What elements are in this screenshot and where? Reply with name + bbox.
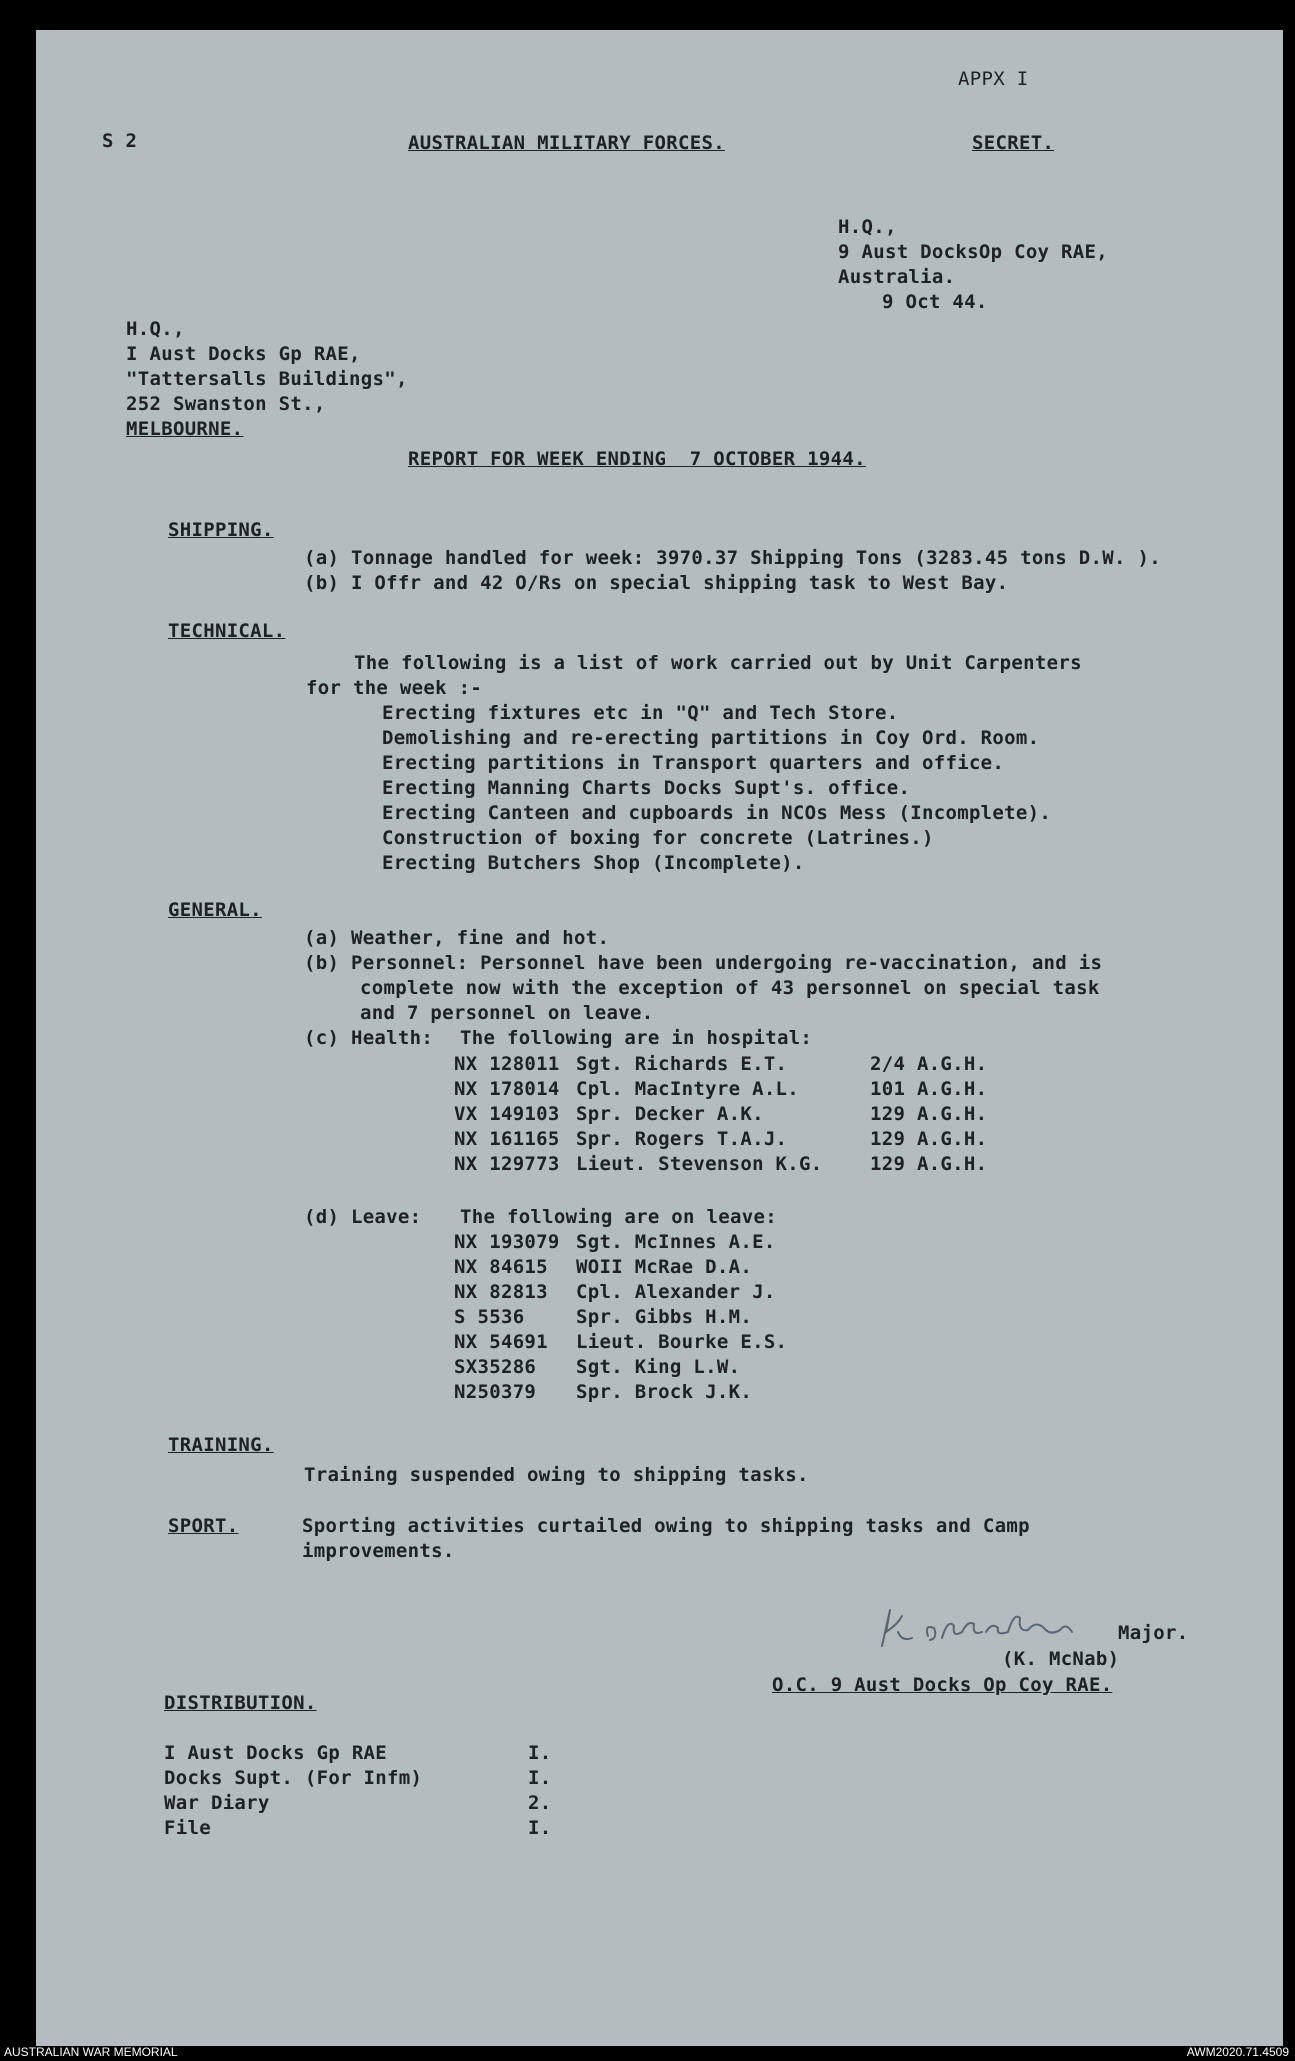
- to-address-line: "Tattersalls Buildings",: [126, 368, 408, 390]
- footer-accession-number: AWM2020.71.4509: [1186, 2045, 1289, 2059]
- appendix-label: APPX I: [958, 68, 1029, 90]
- leave-service-no: SX35286: [454, 1356, 537, 1378]
- hospital-unit: 129 A.G.H.: [870, 1128, 988, 1150]
- distribution-recipient: I Aust Docks Gp RAE: [164, 1742, 388, 1764]
- classification-label: SECRET.: [972, 132, 1055, 154]
- leave-service-no: NX 193079: [454, 1231, 560, 1253]
- leave-service-no: S 5536: [454, 1306, 525, 1328]
- technical-item: Erecting fixtures etc in "Q" and Tech Store.: [382, 702, 899, 724]
- distribution-recipient: File: [164, 1817, 211, 1839]
- distribution-copies: I.: [528, 1742, 552, 1764]
- hospital-unit: 129 A.G.H.: [870, 1103, 988, 1125]
- distribution-recipient: Docks Supt. (For Infm): [164, 1767, 423, 1789]
- shipping-line: (b) I Offr and 42 O/Rs on special shipping task to West Bay.: [304, 572, 1009, 594]
- from-address-line: H.Q.,: [838, 216, 897, 238]
- shipping-line: (a) Tonnage handled for week: 3970.37 Shipping Tons (3283.45 tons D.W. ).: [304, 547, 1161, 569]
- leave-name: Lieut. Bourke E.S.: [576, 1331, 788, 1353]
- leave-name: Spr. Gibbs H.M.: [576, 1306, 753, 1328]
- hospital-unit: 2/4 A.G.H.: [870, 1053, 988, 1075]
- hospital-name: Sgt. Richards E.T.: [576, 1053, 788, 1075]
- hospital-service-no: NX 129773: [454, 1153, 560, 1175]
- sport-heading: SPORT.: [168, 1515, 239, 1537]
- from-date: 9 Oct 44.: [882, 291, 988, 313]
- training-text: Training suspended owing to shipping tasks.: [304, 1464, 809, 1486]
- hospital-service-no: NX 178014: [454, 1078, 560, 1100]
- distribution-heading: DISTRIBUTION.: [164, 1692, 317, 1714]
- technical-item: Construction of boxing for concrete (Latrines.): [382, 827, 934, 849]
- hospital-service-no: NX 161165: [454, 1128, 560, 1150]
- leave-service-no: NX 54691: [454, 1331, 548, 1353]
- document-page: [36, 30, 1283, 2046]
- distribution-copies: I.: [528, 1767, 552, 1789]
- hospital-unit: 129 A.G.H.: [870, 1153, 988, 1175]
- hospital-name: Cpl. MacIntyre A.L.: [576, 1078, 800, 1100]
- hospital-unit: 101 A.G.H.: [870, 1078, 988, 1100]
- leave-name: Sgt. McInnes A.E.: [576, 1231, 776, 1253]
- shipping-heading: SHIPPING.: [168, 519, 274, 541]
- leave-label: (d) Leave:: [304, 1206, 422, 1228]
- to-address-line: H.Q.,: [126, 318, 185, 340]
- distribution-copies: I.: [528, 1817, 552, 1839]
- to-address-line: 252 Swanston St.,: [126, 393, 326, 415]
- general-heading: GENERAL.: [168, 899, 262, 921]
- leave-name: Sgt. King L.W.: [576, 1356, 741, 1378]
- report-title: REPORT FOR WEEK ENDING 7 OCTOBER 1944.: [408, 448, 866, 470]
- leave-intro: The following are on leave:: [460, 1206, 777, 1228]
- page-reference: S 2: [102, 130, 138, 152]
- leave-name: WOII McRae D.A.: [576, 1256, 753, 1278]
- signatory-title: O.C. 9 Aust Docks Op Coy RAE.: [772, 1674, 1113, 1696]
- technical-heading: TECHNICAL.: [168, 620, 286, 642]
- hospital-service-no: VX 149103: [454, 1103, 560, 1125]
- technical-item: Demolishing and re-erecting partitions in Coy Ord. Room.: [382, 727, 1040, 749]
- technical-intro: The following is a list of work carried out by Unit Carpenters: [354, 652, 1082, 674]
- technical-item: Erecting partitions in Transport quarters and office.: [382, 752, 1005, 774]
- footer-credit: AUSTRALIAN WAR MEMORIAL: [4, 2045, 178, 2059]
- distribution-recipient: War Diary: [164, 1792, 270, 1814]
- leave-name: Cpl. Alexander J.: [576, 1281, 776, 1303]
- general-personnel: complete now with the exception of 43 personnel on special task: [360, 977, 1100, 999]
- health-label: (c) Health:: [304, 1027, 434, 1049]
- leave-service-no: NX 82813: [454, 1281, 548, 1303]
- sport-line: Sporting activities curtailed owing to shipping tasks and Camp: [302, 1515, 1030, 1537]
- to-address-line: I Aust Docks Gp RAE,: [126, 343, 361, 365]
- to-address-city: MELBOURNE.: [126, 418, 244, 440]
- general-weather: (a) Weather, fine and hot.: [304, 927, 610, 949]
- technical-item: Erecting Butchers Shop (Incomplete).: [382, 852, 805, 874]
- hospital-name: Spr. Decker A.K.: [576, 1103, 764, 1125]
- leave-name: Spr. Brock J.K.: [576, 1381, 753, 1403]
- distribution-copies: 2.: [528, 1792, 552, 1814]
- technical-item: Erecting Canteen and cupboards in NCOs Mess (Incomplete).: [382, 802, 1052, 824]
- hospital-name: Spr. Rogers T.A.J.: [576, 1128, 788, 1150]
- hospital-service-no: NX 128011: [454, 1053, 560, 1075]
- hospital-name: Lieut. Stevenson K.G.: [576, 1153, 823, 1175]
- from-address-line: Australia.: [838, 266, 956, 288]
- leave-service-no: N250379: [454, 1381, 537, 1403]
- training-heading: TRAINING.: [168, 1434, 274, 1456]
- general-personnel: (b) Personnel: Personnel have been undergoing re-vaccination, and is: [304, 952, 1103, 974]
- signatory-rank: Major.: [1118, 1622, 1189, 1644]
- health-intro: The following are in hospital:: [460, 1027, 813, 1049]
- sport-line: improvements.: [302, 1540, 455, 1562]
- from-address-line: 9 Aust DocksOp Coy RAE,: [838, 241, 1108, 263]
- signatory-name: (K. McNab): [1002, 1648, 1120, 1670]
- general-personnel: and 7 personnel on leave.: [360, 1002, 654, 1024]
- organisation-heading: AUSTRALIAN MILITARY FORCES.: [408, 132, 725, 154]
- leave-service-no: NX 84615: [454, 1256, 548, 1278]
- technical-intro: for the week :-: [306, 677, 483, 699]
- technical-item: Erecting Manning Charts Docks Supt's. office.: [382, 777, 911, 799]
